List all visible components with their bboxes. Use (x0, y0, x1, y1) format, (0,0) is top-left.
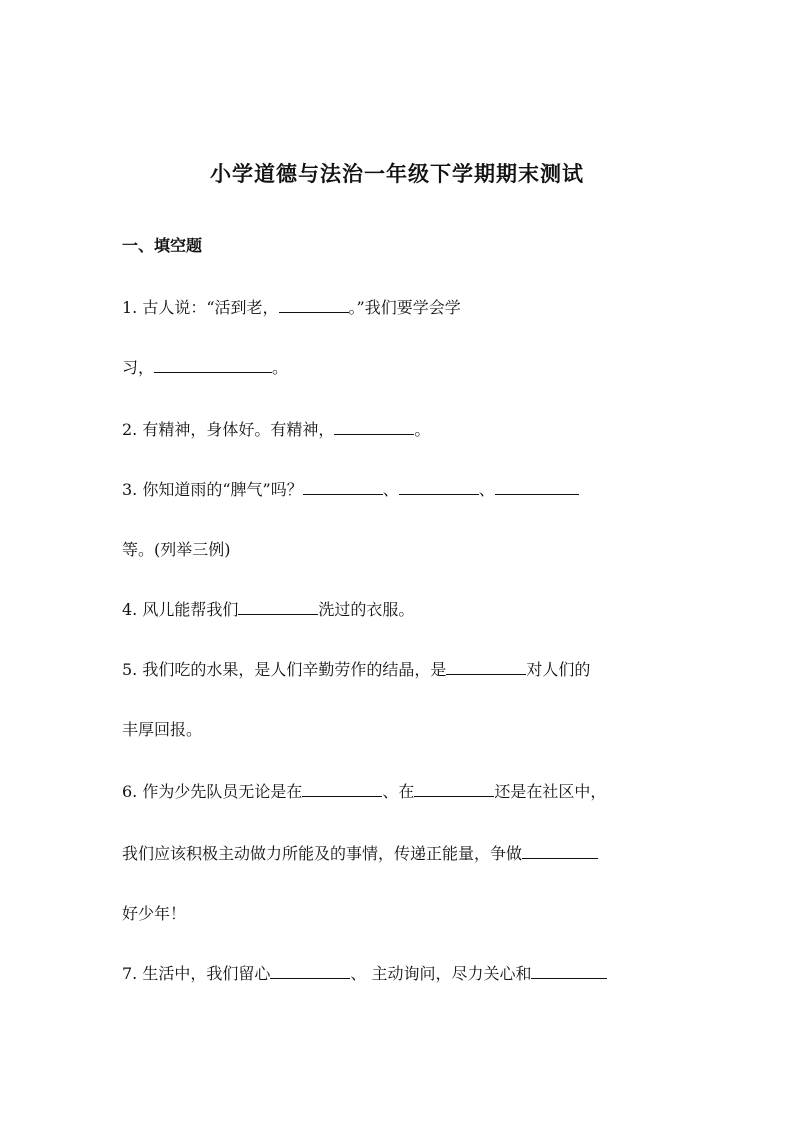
question-text: 。 (414, 420, 431, 439)
question-text: 风儿能帮我们 (142, 600, 239, 619)
question-text: 等。(列举三例) (122, 540, 231, 559)
question-number: 5. (122, 660, 138, 679)
question-text: 丰厚回报。 (122, 720, 203, 739)
question-text: 洗过的衣服。 (318, 600, 415, 619)
answer-blank[interactable] (399, 480, 479, 495)
question-text: 生活中，我们留心 (142, 964, 271, 983)
answer-blank[interactable] (279, 298, 349, 313)
question-text: 古人说：“活到老， (142, 298, 279, 317)
answer-blank[interactable] (414, 782, 494, 797)
answer-blank[interactable] (303, 480, 383, 495)
answer-blank[interactable] (531, 964, 607, 979)
answer-blank[interactable] (270, 964, 350, 979)
section-heading: 一、填空题 (122, 236, 203, 255)
answer-blank[interactable] (334, 420, 414, 435)
question-1-line-1 (122, 296, 461, 320)
question-7-line-1 (122, 962, 607, 986)
question-number: 3. (122, 480, 138, 499)
question-text: 你知道雨的“脾气”吗？ (142, 480, 303, 499)
question-text: 我们吃的水果，是人们辛勤劳作的结晶，是 (142, 660, 447, 679)
question-text: 有精神，身体好。有精神， (142, 420, 335, 439)
question-text: 。 (272, 358, 289, 377)
question-text: 我们应该积极主动做力所能及的事情，传递正能量，争做 (122, 844, 523, 863)
question-6-line-2 (122, 842, 598, 866)
answer-blank[interactable] (302, 782, 382, 797)
question-number: 1. (122, 298, 138, 317)
question-text: 、在 (382, 782, 415, 801)
answer-blank[interactable] (495, 480, 579, 495)
answer-blank[interactable] (154, 358, 272, 373)
question-text: 好少年！ (122, 904, 187, 923)
question-number: 4. (122, 600, 138, 619)
page-title: 小学道德与法治一年级下学期期末测试 (210, 161, 584, 186)
question-2-line-1 (122, 418, 430, 442)
question-3-line-2 (122, 538, 231, 562)
question-number: 2. (122, 420, 138, 439)
question-text: 、 (382, 480, 399, 499)
question-5-line-2 (122, 718, 202, 742)
answer-blank[interactable] (522, 844, 598, 859)
question-text: 还是在社区中， (494, 782, 607, 801)
question-text: 。”我们要学会学 (348, 298, 461, 317)
question-text: 作为少先队员无论是在 (142, 782, 303, 801)
question-text: 习， (122, 358, 155, 377)
question-text: 、 主动询问，尽力关心和 (350, 964, 532, 983)
answer-blank[interactable] (238, 600, 318, 615)
answer-blank[interactable] (446, 660, 526, 675)
question-number: 7. (122, 964, 138, 983)
question-6-line-1 (122, 780, 606, 804)
question-4-line-1 (122, 598, 414, 622)
question-5-line-1 (122, 658, 590, 682)
question-3-line-1 (122, 478, 579, 502)
question-text: 对人们的 (526, 660, 591, 679)
question-6-line-3 (122, 902, 186, 926)
question-number: 6. (122, 782, 138, 801)
question-text: 、 (478, 480, 495, 499)
question-1-line-2 (122, 356, 288, 380)
